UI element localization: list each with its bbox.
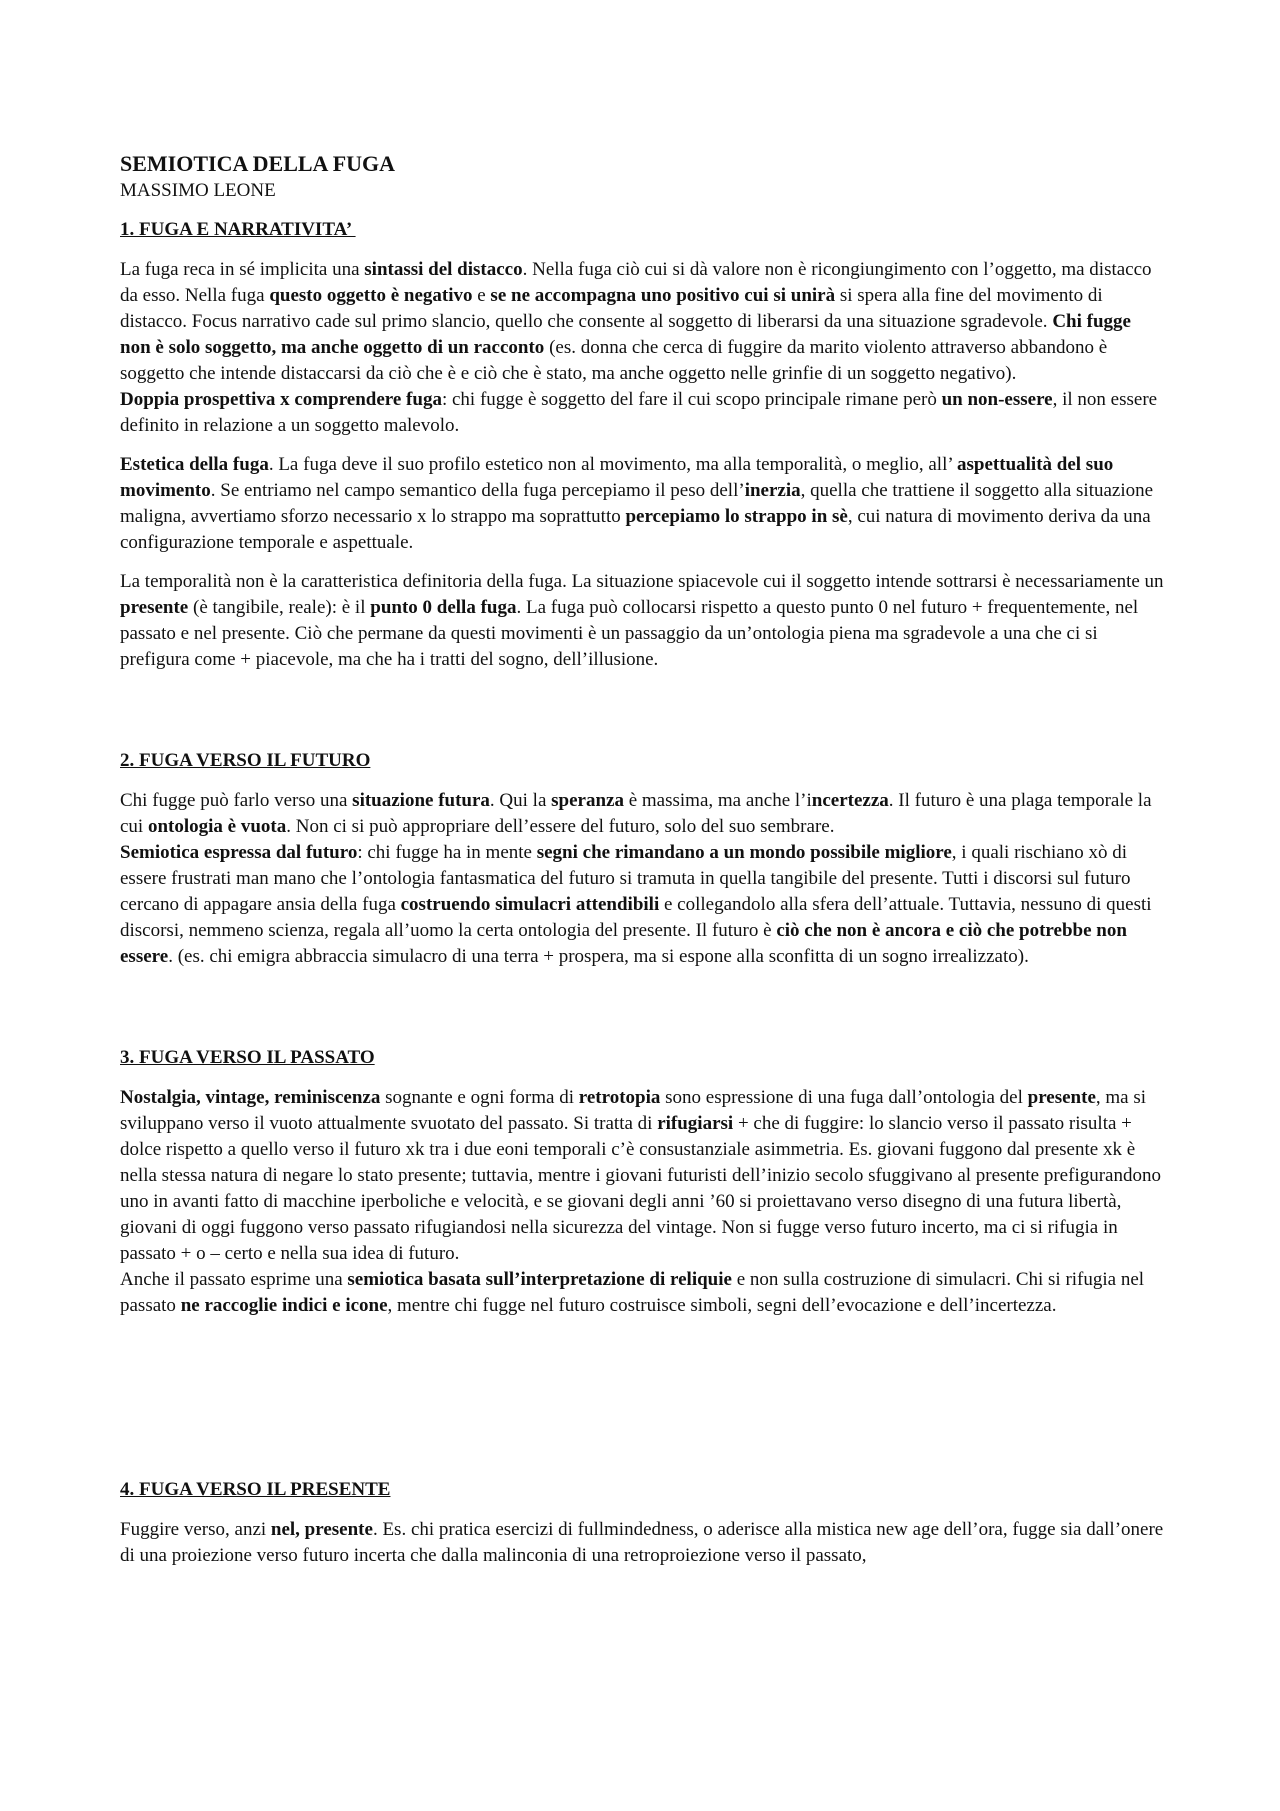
text-run: sono espressione di una fuga dall’ontologia del	[660, 1087, 1028, 1108]
paragraph	[120, 1267, 1165, 1319]
bold-phrase: ne raccoglie indici e icone	[180, 1295, 388, 1316]
text-run: . Non ci si può appropriare dell’essere del futuro, solo del suo sembrare.	[286, 816, 835, 837]
bold-phrase: Chi fugge non è solo soggetto, ma anche oggetto di un racconto	[120, 311, 1131, 358]
text-run: . Nella fuga ciò cui si dà valore non è ricongiungimento con l’oggetto, ma distacco da esso. Nella fuga	[120, 259, 1152, 306]
text-run: (es. donna che cerca di fuggire da marito violento attraverso abbandono è soggetto che intende distaccarsi da ciò che è e ciò che è stato, ma anche oggetto nelle grinfie di un soggetto negativo).	[120, 337, 1108, 384]
paragraph	[120, 788, 1165, 840]
text-run: La temporalità non è la caratteristica definitoria della fuga. La situazione spiacevole cui il soggetto intende sottrarsi è necessariamente un	[120, 571, 1164, 592]
paragraph	[120, 452, 1165, 556]
bold-phrase: ciò che non è ancora e ciò che potrebbe non essere	[120, 920, 1127, 967]
text-run: La fuga reca in sé implicita una	[120, 259, 365, 280]
text-run: : chi fugge ha in mente	[357, 842, 537, 863]
bold-phrase: semiotica basata sull’interpretazione di reliquie	[347, 1269, 732, 1290]
text-run: e non sulla costruzione di simulacri. Chi si rifugia nel passato	[120, 1269, 1145, 1316]
text-run: si spera alla fine del movimento di distacco. Focus narrativo cade sul primo slancio, quello che consente al soggetto di liberarsi da una situazione sgradevole.	[120, 285, 1103, 332]
document-author: MASSIMO LEONE	[120, 180, 276, 201]
bold-phrase: punto 0 della fuga	[370, 597, 517, 618]
paragraph	[120, 1085, 1165, 1267]
bold-phrase: inerzia	[744, 480, 801, 501]
bold-phrase: ncertezza	[811, 790, 889, 811]
text-run: . Il futuro è una plaga temporale la cui	[120, 790, 1152, 837]
text-run: : chi fugge è soggetto del fare il cui scopo principale rimane però	[441, 389, 942, 410]
bold-phrase: percepiamo lo strappo in sè	[625, 506, 848, 527]
bold-phrase: rifugiarsi	[657, 1113, 734, 1134]
text-run: sognante e ogni forma di	[380, 1087, 579, 1108]
text-run: Chi fugge può farlo verso una	[120, 790, 353, 811]
paragraph	[120, 840, 1165, 970]
bold-phrase: Doppia prospettiva x comprendere fuga	[120, 389, 442, 410]
bold-phrase: ontologia è vuota	[147, 816, 287, 837]
text-run: (è tangibile, reale): è il	[188, 597, 371, 618]
text-run: è massima, ma anche l’i	[623, 790, 812, 811]
bold-phrase: situazione futura	[352, 790, 490, 811]
section-2	[120, 748, 1165, 970]
text-run: . (es. chi emigra abbraccia simulacro di una terra + prospera, ma si espone alla sconfitta di un sogno irrealizzato).	[168, 946, 1029, 967]
bold-phrase: Semiotica espressa dal futuro	[120, 842, 358, 863]
text-run: , ma si sviluppano verso il vuoto attualmente svuotato del passato. Si tratta di	[120, 1087, 1147, 1134]
text-run: + che di fuggire: lo slancio verso il passato risulta + dolce rispetto a quello verso il futuro xk tra i due eoni temporali c’è consustanziale asimmetria. Es. giovani fuggono dal presente xk è nella stessa natura di negare lo stato presente; tuttavia, mentre i giovani futuristi dell’inizio secolo sfuggivano al presente prefigurandono uno in avanti fatto di macchine iperboliche e velocità, e se giovani degli anni ’60 si proiettavano verso disegno di una futura libertà, giovani di oggi fuggono verso passato rifugiandosi nella sicurezza del vintage. Non si fugge verso futuro incerto, ma ci si rifugia in passato + o – certo e nella sua idea di futuro.	[120, 1113, 1161, 1264]
section-heading: 4. FUGA VERSO IL PRESENTE	[120, 1479, 391, 1500]
text-run: , mentre chi fugge nel futuro costruisce simboli, segni dell’evocazione e dell’incertezza.	[387, 1295, 1057, 1316]
bold-phrase: speranza	[551, 790, 624, 811]
text-run: . Qui la	[489, 790, 552, 811]
text-run: . Se entriamo nel campo semantico della fuga percepiamo il peso dell’	[210, 480, 745, 501]
bold-phrase: nel, presente	[270, 1519, 373, 1540]
text-run: . La fuga può collocarsi rispetto a questo punto 0 nel futuro + frequentemente, nel passato e nel presente. Ciò che permane da questi movimenti è un passaggio da un’ontologia piena ma sgradevole a una che ci si prefigura come + piacevole, ma che ha i tratti del sogno, dell’illusione.	[120, 597, 1139, 670]
bold-phrase: presente	[120, 597, 189, 618]
paragraph	[120, 387, 1165, 439]
bold-phrase: un non-essere	[941, 389, 1053, 410]
document-page	[120, 150, 1165, 1582]
text-run: . Es. chi pratica esercizi di fullmindedness, o aderisce alla mistica new age dell’ora, fugge sia dall’onere di una proiezione verso futuro incerta che dalla malinconia di una retroproiezione verso il passato,	[120, 1519, 1164, 1566]
paragraph	[120, 1517, 1165, 1569]
document-title: SEMIOTICA DELLA FUGA	[120, 151, 396, 176]
paragraph	[120, 569, 1165, 673]
section-4	[120, 1477, 1165, 1569]
bold-phrase: presente	[1027, 1087, 1096, 1108]
spacer	[120, 983, 1165, 1045]
section-heading: 1. FUGA E NARRATIVITA’	[120, 219, 356, 240]
section-heading: 2. FUGA VERSO IL FUTURO	[120, 750, 371, 771]
text-run: . La fuga deve il suo profilo estetico non al movimento, ma alla temporalità, o meglio, all’	[268, 454, 958, 475]
text-run: , il non essere definito in relazione a un soggetto malevolo.	[120, 389, 1158, 436]
text-run: , quella che trattiene il soggetto alla situazione maligna, avvertiamo sforzo necessario x lo strappo ma soprattutto	[120, 480, 1154, 527]
spacer	[120, 686, 1165, 748]
paragraph	[120, 257, 1165, 387]
text-run: , cui natura di movimento deriva da una configurazione temporale e aspettuale.	[120, 506, 1151, 553]
spacer	[120, 1332, 1165, 1477]
section-heading: 3. FUGA VERSO IL PASSATO	[120, 1047, 375, 1068]
section-3	[120, 1045, 1165, 1319]
text-run: e collegandolo alla sfera dell’attuale. Tuttavia, nessuno di questi discorsi, nemmeno scienza, regala all’uomo la certa ontologia del presente. Il futuro è	[120, 894, 1152, 941]
text-run: , i quali rischiano xò di essere frustrati man mano che l’ontologia fantasmatica del futuro si tramuta in quella tangibile del presente. Tutti i discorsi sul futuro cercano di appagare ansia della fuga	[120, 842, 1131, 915]
bold-phrase: aspettualità del suo movimento	[120, 454, 1114, 501]
bold-phrase: retrotopia	[578, 1087, 661, 1108]
text-run: Fuggire verso, anzi	[120, 1519, 271, 1540]
bold-phrase: se ne accompagna uno positivo cui si unirà	[490, 285, 836, 306]
section-1	[120, 217, 1165, 673]
bold-phrase: sintassi del distacco	[364, 259, 523, 280]
bold-phrase: costruendo simulacri attendibili	[400, 894, 660, 915]
bold-phrase: questo oggetto è negativo	[269, 285, 473, 306]
bold-phrase: segni che rimandano a un mondo possibile migliore	[536, 842, 952, 863]
bold-phrase: Estetica della fuga	[120, 454, 269, 475]
text-run: Anche il passato esprime una	[120, 1269, 348, 1290]
bold-phrase: Nostalgia, vintage, reminiscenza	[120, 1087, 381, 1108]
text-run: e	[472, 285, 491, 306]
